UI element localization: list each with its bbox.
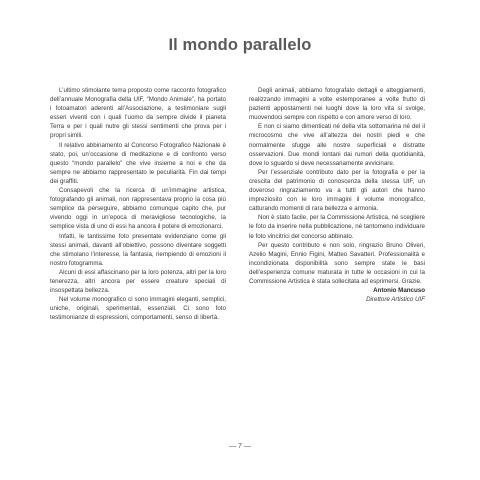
paragraph: Nel volume monografico ci sono immagini eleganti, semplici, uniche, originali, sperimentali, essenziali. Ci sono foto testimonianze di espressioni, comportamenti, senso di libertà. xyxy=(50,296,226,322)
right-column xyxy=(249,86,425,304)
signature-role: Direttore Artistico UIF xyxy=(366,296,425,304)
paragraph: Il relativo abbinamento al Concorso Fotografico Nazionale è stato, poi, un’occasione di meditazione e di confronto verso questo “mondo parallelo” che vive insieme a noi e che da sempre ne abbiamo rappresentato le peculiarità. Fin dai tempi dei graffiti. xyxy=(50,141,226,185)
paragraph: Consapevoli che la ricerca di un’immagine artistica, fotografando gli animali, non rappresentava proprio la cosa più semplice da perseguire, abbiamo comunque capito che, pur vivendo oggi in un’epoca di meravigliose tecnologiche, la semplice vista di uno di essi ha ancora il potere di emozionarci. xyxy=(50,187,226,231)
paragraph: Non è stato facile, per la Commissione Artistica, né scegliere le foto da inserire nella pubblicazione, né tantomeno individuare le foto vincitrici del concorso abbinato. xyxy=(249,214,425,240)
paragraph: Per l’essenziale contributo dato per la fotografia e per la crescita del patrimonio di conoscenza della stessa UIF, un doveroso ringraziamento va a tutti gli autori che hanno impreziosito con le loro immagini il volume monografico, catturando momenti di rara bellezza e armonia. xyxy=(249,168,425,213)
signature xyxy=(249,286,425,304)
paragraph: L’ultimo stimolante tema proposto come racconto fotografico dell’annuale Monografia della UIF, “Mondo Animale”, ha portato i fotoamatori aderenti all’Associazione, a testimoniare sugli esseri viventi con i quali l’uomo da sempre divide il pianeta Terra e per i quali nutre gli stessi sentimenti che prova per i propri simili. xyxy=(50,87,226,140)
paragraph: Infatti, le tantissime foto presentate evidenziano come gli stessi animali, davanti all’obiettivo, possono diventare soggetti che stimolano l’interesse, la fantasia, riempiendo di emozioni il nostro fotogramma. xyxy=(50,232,226,267)
signature-name: Antonio Mancuso xyxy=(373,287,425,295)
left-column xyxy=(50,86,226,322)
page-title: Il mondo parallelo xyxy=(168,36,312,54)
page-number: — 7 — xyxy=(229,443,251,450)
paragraph: Alcuni di essi affascinano per la loro potenza, altri per la loro tenerezza, altri ancora per essere creature speciali di insospettata bellezza. xyxy=(50,268,226,295)
paragraph: Degli animali, abbiamo fotografato dettagli e atteggiamenti, realizzando immagini a volte estemporanee a volte frutto di pazienti appostamenti nei luoghi dove la loro vita si svolge, muovendoci sempre con rispetto e con amore verso di loro. xyxy=(249,87,425,122)
paragraph: E non ci siamo dimenticati né della vita sottomarina né del il microcosmo che vive all’altezza dei nostri piedi e che normalmente sfugge alle nostre superficiali e distratte osservazioni. Due mondi lontani dai rumori della quotidianità, dove lo sguardo si deve necessariamente avvicinare. xyxy=(249,123,425,167)
paragraph: Per questo contributo e non solo, ringrazio Bruno Oliveri, Azelio Magini, Ennio Figini, Matteo Savatteri. Professionalità e incondizionata disponibilità sono sempre state le basi dell’esperienza comune maturata in tutte le occasioni in cui la Commissione Artistica è stata sollecitata ad esprimersi. Grazie. xyxy=(249,241,425,285)
